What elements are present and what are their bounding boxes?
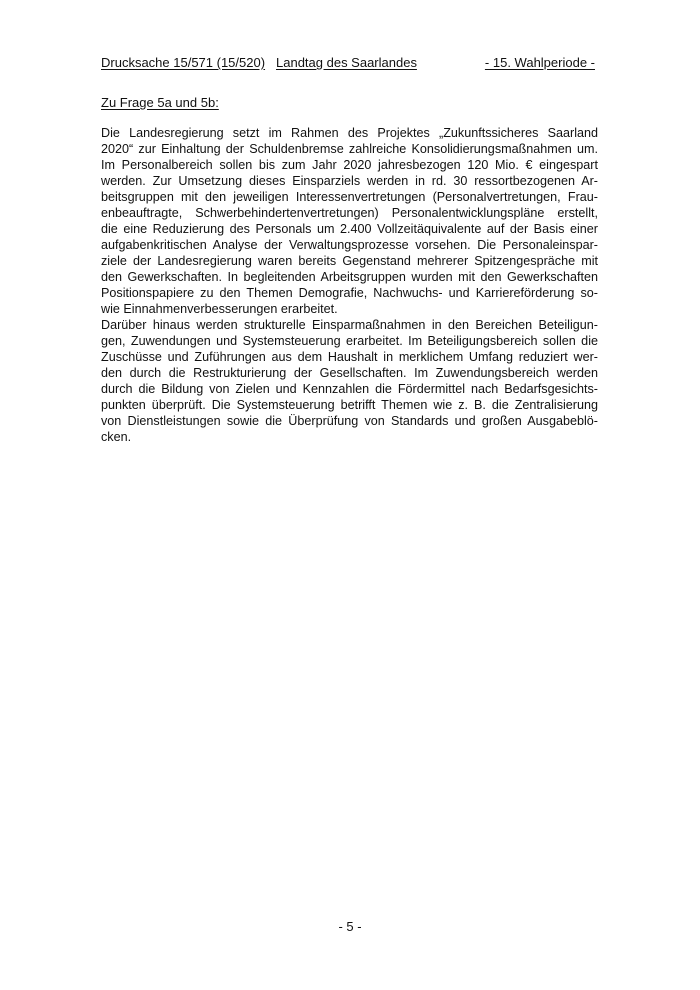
text-line: durch die Bildung von Zielen und Kennzahlen die Fördermittel nach Bedarfsgesichts- — [101, 382, 598, 396]
text-line: 2020“ zur Einhaltung der Schuldenbremse zahlreiche Konsolidierungsmaßnahmen um. — [101, 142, 598, 156]
page-number: - 5 - — [338, 919, 362, 934]
text-line: gen, Zuwendungen und Systemsteuerung erarbeitet. Im Beteiligungsbereich sollen die — [101, 334, 598, 348]
section-heading: Zu Frage 5a und 5b: — [101, 95, 219, 110]
text-line: punkten überprüft. Die Systemsteuerung betrifft Themen wie z. B. die Zentralisierung — [101, 398, 598, 412]
text-line: beitsgruppen mit den jeweiligen Interessenvertretungen (Personalvertretungen, Frau- — [101, 190, 598, 204]
document-number: Drucksache 15/571 (15/520) — [101, 55, 266, 70]
text-line: den durch die Restrukturierung der Gesellschaften. Im Zuwendungsbereich werden — [101, 366, 598, 380]
text-line: wie Einnahmenverbesserungen erarbeitet. — [101, 302, 338, 316]
text-line: aufgabenkritischen Analyse der Verwaltungsprozesse vorsehen. Die Personaleinspar- — [101, 238, 598, 252]
parliament-name: Landtag des Saarlandes — [276, 55, 417, 70]
text-line: enbeauftragte, Schwerbehindertenvertretungen) Personalentwicklungspläne erstellt, — [101, 206, 598, 220]
text-line: Positionspapiere zu den Themen Demografie, Nachwuchs- und Karriereförderung so- — [101, 286, 598, 300]
paragraph — [101, 125, 598, 317]
text-line: die eine Reduzierung des Personals um 2.400 Vollzeitäquivalente auf der Basis einer — [101, 222, 598, 236]
body-text — [101, 125, 598, 445]
text-line: werden. Zur Umsetzung dieses Einsparziels werden in rd. 30 ressortbezogenen Ar- — [101, 174, 598, 188]
text-line: den Gewerkschaften. In begleitenden Arbeitsgruppen wurden mit den Gewerkschaften — [101, 270, 598, 284]
text-line: Darüber hinaus werden strukturelle Einsparmaßnahmen in den Bereichen Beteiligun- — [101, 318, 598, 332]
text-line: Im Personalbereich sollen bis zum Jahr 2020 jahresbezogen 120 Mio. € eingespart — [101, 158, 598, 172]
text-line: cken. — [101, 430, 132, 444]
text-line: Die Landesregierung setzt im Rahmen des Projektes „Zukunftssicheres Saarland — [101, 126, 598, 140]
page-header — [101, 55, 595, 73]
text-line: Zuschüsse und Zuführungen aus dem Haushalt in merklichem Umfang reduziert wer- — [101, 350, 598, 364]
paragraph — [101, 317, 598, 445]
text-line: von Dienstleistungen sowie die Überprüfung von Standards und großen Ausgabeblö- — [101, 414, 598, 428]
text-line: ziele der Landesregierung waren bereits Gegenstand mehrerer Spitzengespräche mit — [101, 254, 598, 268]
legislative-period: - 15. Wahlperiode - — [484, 55, 595, 70]
